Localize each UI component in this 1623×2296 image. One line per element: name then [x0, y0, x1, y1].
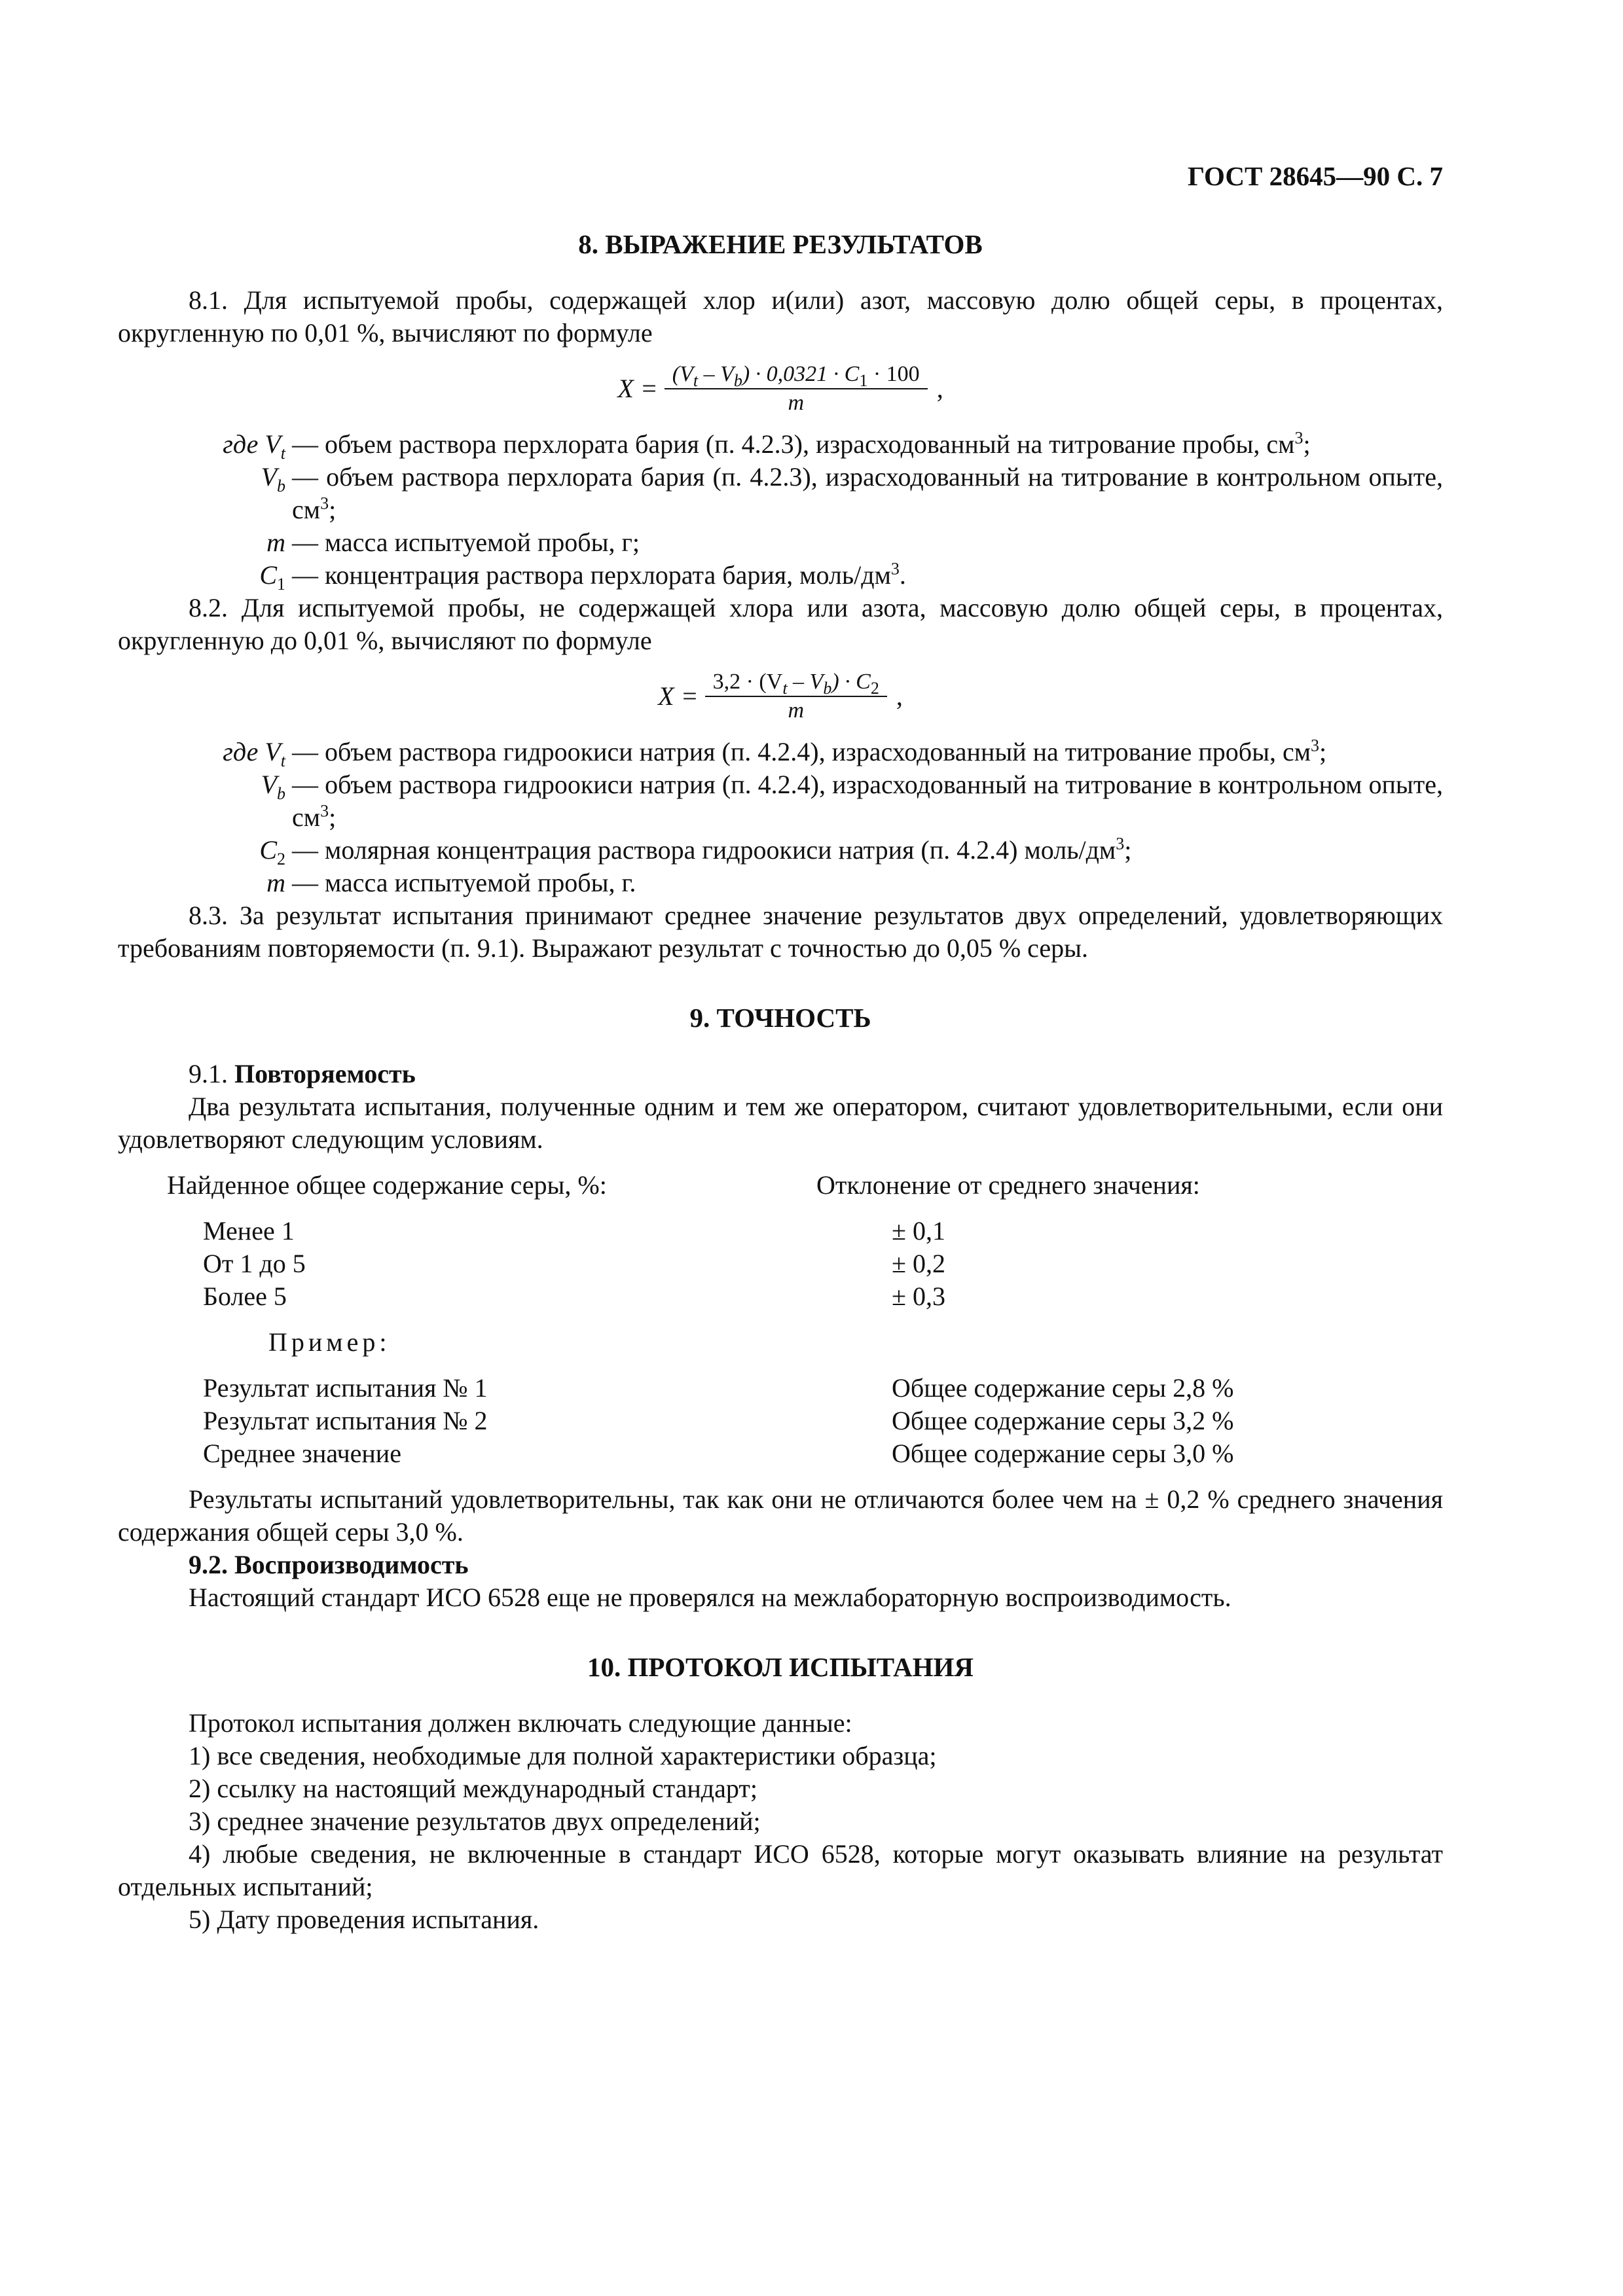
page-body [118, 157, 1443, 1936]
formula-1-fraction [665, 361, 928, 417]
formula-2-lhs: X = [658, 681, 699, 711]
list-item: 3) среднее значение результатов двух определений; [189, 1806, 761, 1836]
page-header: ГОСТ 28645—90 С. 7 [1187, 161, 1443, 191]
section-9-title: 9. ТОЧНОСТЬ [689, 1003, 871, 1033]
protocol-intro: Протокол испытания должен включать следующие данные: [189, 1708, 852, 1738]
table-row: Результат испытания № 2 Общее содержание серы 3,2 % [203, 1406, 1234, 1435]
list-item: 5) Дату проведения испытания. [189, 1905, 539, 1934]
formula-2-fraction [705, 668, 887, 725]
definition-vt: где $V_t$ — объем раствора перхлората бария (п. 4.2.3), израсходованный на титрование пробы, $см^3$; [223, 428, 1311, 463]
formula-1-numerator: $(V_t - V_b) \cdot 0,0321 \cdot C_1 \cdot 100$ [665, 361, 928, 389]
definition-vt-2: где $V_t$ — объем раствора гидроокиси натрия (п. 4.2.4), израсходованный на титрование пробы, $см^3$; [223, 736, 1327, 770]
example-table [118, 1372, 1443, 1470]
formula-1: X = $\frac{(V_t - V_b) \cdot 0,0321 \cdot C_1 \cdot 100}{m}$ , [118, 350, 1443, 428]
definition-m: m — масса испытуемой пробы, г; [266, 528, 640, 557]
table-row: Результат испытания № 1 Общее содержание серы 2,8 % [203, 1373, 1234, 1403]
formula-2-denominator: m [788, 698, 804, 723]
definition-vb: $V_b$ — объем раствора перхлората бария (п. 4.2.3), израсходованный на титрование в контрольном опыте, $см^3$; [261, 462, 1443, 524]
paragraph-9-2-heading: 9.2. Воспроизводимость [189, 1550, 469, 1579]
definition-c2: $C_2$ — молярная концентрация раствора гидроокиси натрия (п. 4.2.4) моль/$дм^3$; [259, 834, 1132, 869]
list-item: 4) любые сведения, не включенные в стандарт ИСО 6528, которые могут оказывать влияние на результат отдельных испытаний; [118, 1839, 1443, 1901]
table-row: Более 5 ± 0,3 [203, 1282, 945, 1311]
paragraph-8-1: 8.1. Для испытуемой пробы, содержащей хлор и(или) азот, массовую долю общей серы, в процентах, округленную по 0,01 %, вычисляют по формуле [118, 285, 1443, 348]
tolerance-table-header: Найденное общее содержание серы, %: Отклонение от среднего значения: [167, 1170, 1200, 1200]
tolerance-table [118, 1215, 1443, 1313]
definition-vb-2: $V_b$ — объем раствора гидроокиси натрия (п. 4.2.4), израсходованный на титрование в контрольном опыте, $см^3$; [261, 770, 1443, 832]
paragraph-9-1-text: Два результата испытания, полученные одним и тем же оператором, считают удовлетворительными, если они удовлетворяют следующим условиям. [118, 1092, 1443, 1154]
paragraph-9-1-heading: 9.1. Повторяемость [189, 1059, 416, 1088]
paragraph-8-3: 8.3. За результат испытания принимают среднее значение результатов двух определений, удовлетворяющих требованиям повторяемости (п. 9.1). Выражают результат с точностью до 0,05 % серы. [118, 901, 1443, 963]
definition-m-2: m — масса испытуемой пробы, г. [266, 868, 636, 897]
formula-1-lhs: X = [617, 374, 658, 403]
conclusion-text: Результаты испытаний удовлетворительны, так как они не отличаются более чем на ± 0,2 % среднего значения содержания общей серы 3,0 %. [118, 1484, 1443, 1547]
paragraph-8-2: 8.2. Для испытуемой пробы, не содержащей хлора или азота, массовую долю общей серы, в процентах, округленную до 0,01 %, вычисляют по формуле [118, 593, 1443, 655]
paragraph-9-2-text: Настоящий стандарт ИСО 6528 еще не проверялся на межлабораторную воспроизводимость. [189, 1583, 1231, 1612]
section-8-title: 8. ВЫРАЖЕНИЕ РЕЗУЛЬТАТОВ [578, 229, 983, 259]
table-row: От 1 до 5 ± 0,2 [203, 1249, 945, 1278]
formula-1-denominator: m [788, 391, 804, 415]
definition-c1: $C_1$ — концентрация раствора перхлората бария, моль/$дм^3$. [259, 559, 906, 594]
list-item: 2) ссылку на настоящий международный стандарт; [189, 1774, 757, 1803]
formula-2: X = $\frac{3,2 \cdot (V_t - V_b) \cdot C_2}{m}$ , [118, 657, 1443, 736]
table-row: Среднее значение Общее содержание серы 3,0 % [203, 1439, 1234, 1468]
table-row: Менее 1 ± 0,1 [203, 1216, 945, 1246]
formula-2-numerator: $3,2 \cdot (V_t - V_b) \cdot C_2$ [705, 668, 887, 697]
example-label: Пример: [268, 1327, 391, 1357]
section-10-title: 10. ПРОТОКОЛ ИСПЫТАНИЯ [587, 1652, 974, 1682]
list-item: 1) все сведения, необходимые для полной характеристики образца; [189, 1741, 937, 1770]
